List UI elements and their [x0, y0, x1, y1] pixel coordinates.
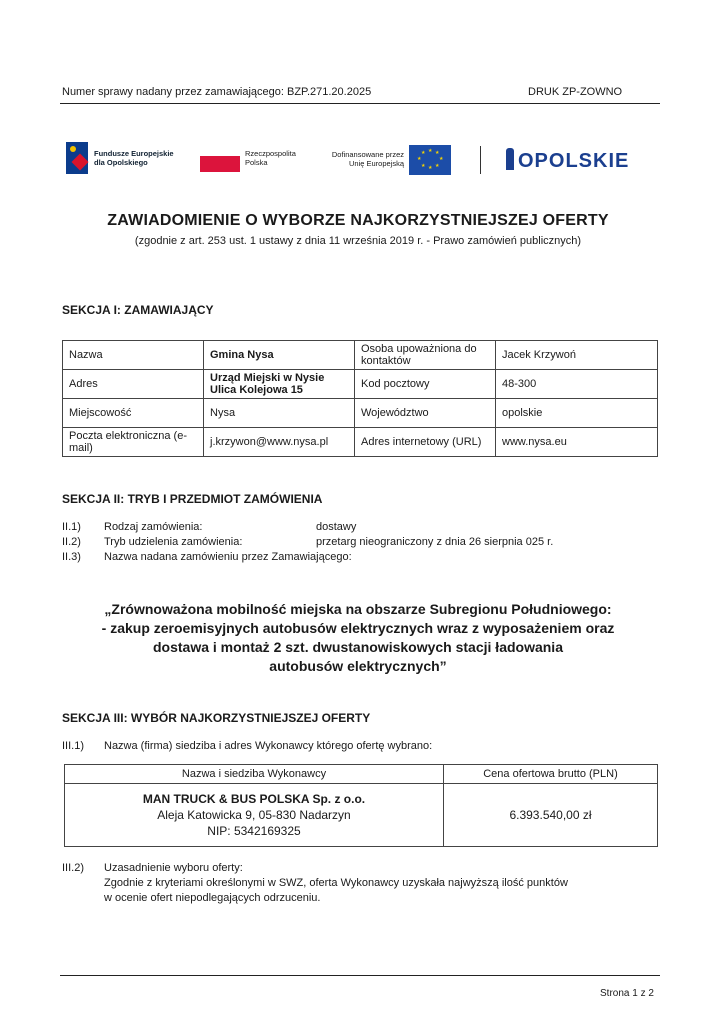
buyer-value: Nysa: [204, 399, 355, 428]
buyer-label: Województwo: [355, 399, 496, 428]
section-1-heading: SEKCJA I: ZAMAWIAJĄCY: [62, 303, 214, 317]
table-header-row: [65, 765, 658, 784]
buyer-value: 48-300: [496, 370, 658, 399]
fe-logo-line-1: Fundusze Europejskie: [94, 149, 174, 158]
logo-separator: [480, 146, 481, 174]
contract-name-line: „Zrównoważona mobilność miejska na obszarze Subregionu Południowego:: [104, 601, 612, 617]
contract-name-line: dostawa i montaż 2 szt. dwustanowiskowych stacji ładowania: [153, 639, 563, 655]
selected-offer-table: [64, 764, 658, 847]
column-header: Nazwa i siedziba Wykonawcy: [65, 765, 444, 784]
footer-rule: [60, 975, 660, 976]
item-number: III.1): [62, 740, 85, 752]
item-value: dostawy: [316, 521, 357, 533]
document-title: ZAWIADOMIENIE O WYBORZE NAJKORZYSTNIEJSZEJ OFERTY: [107, 212, 609, 229]
item-label: Rodzaj zamówienia:: [104, 521, 203, 533]
eu-logo: [318, 140, 458, 178]
fe-logo-line-2: dla Opolskiego: [94, 158, 148, 167]
table-row: [63, 341, 658, 370]
address-line-2: Ulica Kolejowa 15: [210, 384, 303, 396]
buyer-label: Poczta elektroniczna (e-mail): [63, 428, 204, 457]
item-number: III.2): [62, 862, 85, 874]
form-code: DRUK ZP-ZOWNO: [528, 86, 623, 98]
opolskie-logo-text: OPOLSKIE: [518, 150, 630, 172]
buyer-value: [204, 370, 355, 399]
section-3-heading: SEKCJA III: WYBÓR NAJKORZYSTNIEJSZEJ OFERTY: [62, 711, 371, 725]
fe-star-icon: [66, 142, 88, 174]
buyer-label: Miejscowość: [63, 399, 204, 428]
case-number: Numer sprawy nadany przez zamawiającego: BZP.271.20.2025: [62, 86, 372, 98]
page-number: Strona 1 z 2: [600, 988, 654, 999]
item-label: Uzasadnienie wyboru oferty:: [104, 862, 243, 874]
fundusze-europejskie-logo: [66, 140, 196, 178]
item-label: Nazwa (firma) siedziba i adres Wykonawcy którego ofertę wybrano:: [104, 740, 433, 752]
buyer-email: j.krzywon@www.nysa.pl: [204, 428, 355, 457]
buyer-value: Gmina Nysa: [204, 341, 355, 370]
item-label: Tryb udzielenia zamówienia:: [104, 536, 243, 548]
rp-logo-line-2: Polska: [245, 158, 268, 167]
buyer-url: www.nysa.eu: [496, 428, 658, 457]
contractor-cell: [65, 784, 444, 847]
contract-name-line: autobusów elektrycznych”: [269, 658, 447, 674]
buyer-label: Osoba upoważniona do kontaktów: [355, 341, 496, 370]
buyer-label: Adres: [63, 370, 204, 399]
buyer-label: Adres internetowy (URL): [355, 428, 496, 457]
item-number: II.1): [62, 521, 81, 533]
contractor-nip: NIP: 5342169325: [207, 824, 301, 838]
item-number: II.2): [62, 536, 81, 548]
buyer-value: opolskie: [496, 399, 658, 428]
justification-line: Zgodnie z kryteriami określonymi w SWZ, oferta Wykonawcy uzyskała najwyższą ilość punktów: [104, 877, 568, 889]
document-subtitle: (zgodnie z art. 253 ust. 1 ustawy z dnia 11 września 2019 r. - Prawo zamówień publicznych): [134, 235, 582, 247]
contractor-name: MAN TRUCK & BUS POLSKA Sp. z o.o.: [142, 792, 366, 806]
header-rule: [60, 103, 660, 104]
opolskie-logo: [506, 148, 629, 178]
opolskie-mark-icon: [506, 148, 514, 170]
buyer-value: Jacek Krzywoń: [496, 341, 658, 370]
contract-name: [0, 600, 716, 676]
eu-flag-icon: ★ ★ ★ ★ ★ ★ ★ ★: [409, 145, 451, 175]
item-value: przetarg nieograniczony z dnia 26 sierpnia 025 r.: [316, 536, 554, 548]
item-label: Nazwa nadana zamówieniu przez Zamawiającego:: [104, 551, 352, 563]
table-row: [63, 428, 658, 457]
table-row: [63, 370, 658, 399]
polish-flag-icon: [200, 156, 240, 172]
contractor-address: Aleja Katowicka 9, 05-830 Nadarzyn: [157, 808, 351, 822]
eu-logo-line-1: Dofinansowane przez: [331, 150, 404, 159]
rzeczpospolita-logo: [200, 142, 310, 178]
justification-line: w ocenie ofert niepodlegających odrzuceniu.: [104, 892, 321, 904]
item-number: II.3): [62, 551, 81, 563]
section-2-heading: SEKCJA II: TRYB I PRZEDMIOT ZAMÓWIENIA: [62, 492, 323, 506]
table-row: [65, 784, 658, 847]
buyer-table: [62, 340, 658, 457]
column-header: Cena ofertowa brutto (PLN): [444, 765, 658, 784]
rp-logo-line-1: Rzeczpospolita: [245, 149, 296, 158]
offer-price: 6.393.540,00 zł: [444, 784, 658, 847]
eu-logo-line-2: Unię Europejską: [348, 159, 404, 168]
buyer-label: Kod pocztowy: [355, 370, 496, 399]
address-line-1: Urząd Miejski w Nysie: [210, 372, 325, 384]
table-row: [63, 399, 658, 428]
contract-name-line: - zakup zeroemisyjnych autobusów elektrycznych wraz z wyposażeniem oraz: [101, 620, 615, 636]
buyer-label: Nazwa: [63, 341, 204, 370]
